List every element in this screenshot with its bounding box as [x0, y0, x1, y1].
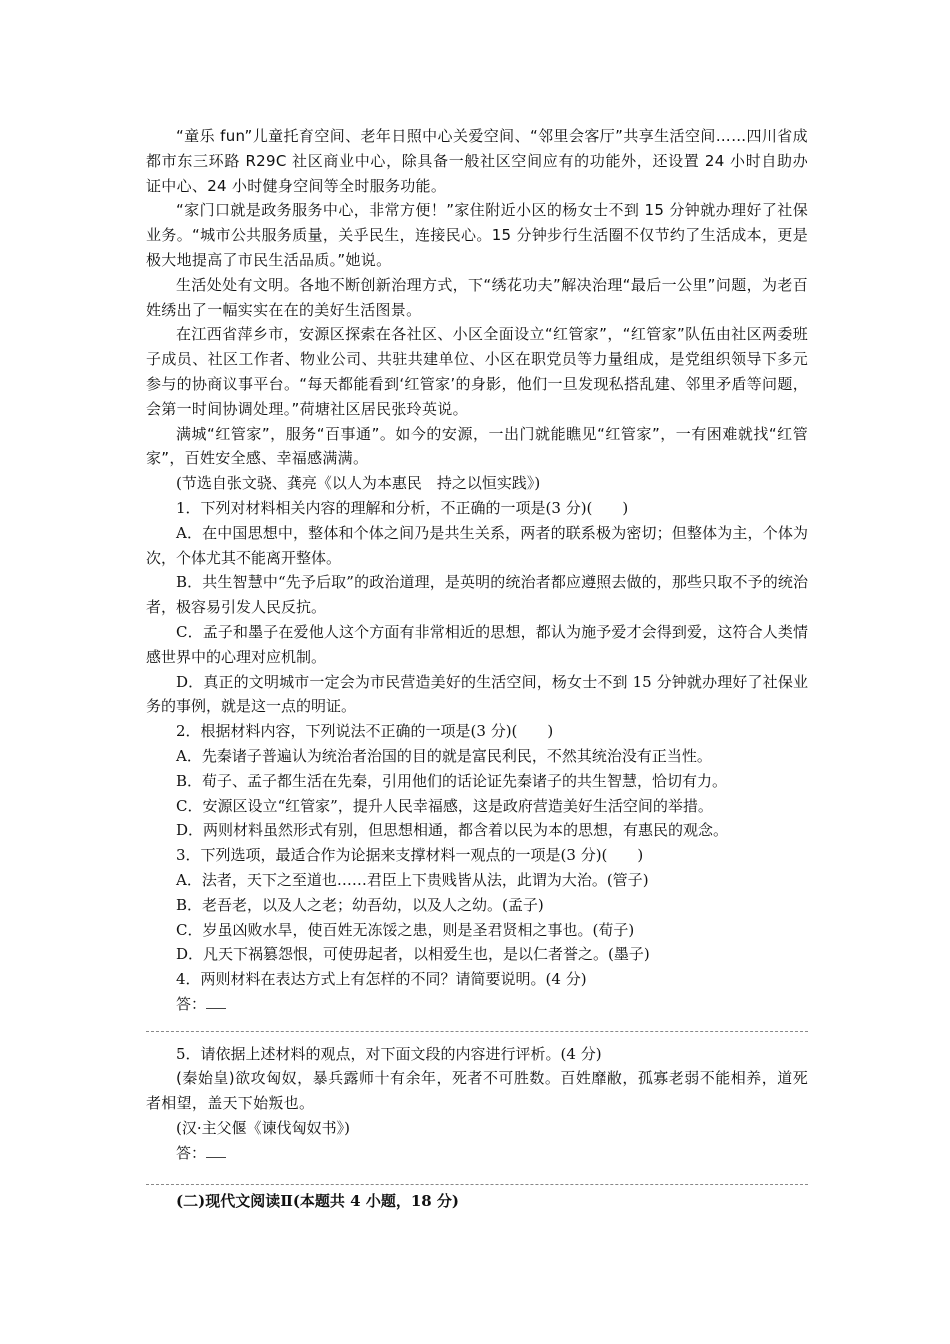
- question-1-stem: 1．下列对材料相关内容的理解和分析，不正确的一项是(3 分)( ): [176, 498, 629, 517]
- question-3-option-d: D．凡天下祸篡怨恨，可使毋起者，以相爱生也，是以仁者誉之。(墨子): [176, 945, 650, 964]
- question-2-stem: 2．根据材料内容，下列说法不正确的一项是(3 分)( ): [176, 722, 554, 741]
- question-2-option-a: A．先秦诸子普遍认为统治者治国的目的就是富民利民，不然其统治没有正当性。: [176, 746, 712, 765]
- answer-blank[interactable]: [206, 1143, 226, 1158]
- question-3-option-a: A．法者，天下之至道也……君臣上下贵贱皆从法，此谓为大治。(管子): [176, 870, 649, 889]
- answer-divider: [146, 1031, 808, 1032]
- passage-paragraph-5: 满城“红管家”，服务“百事通”。如今的安源，一出门就能瞧见“红管家”，一有困难就找“红管家”，百姓安全感、幸福感满满。: [146, 424, 808, 468]
- question-3-stem: 3．下列选项，最适合作为论据来支撑材料一观点的一项是(3 分)( ): [176, 846, 644, 865]
- question-4-stem: 4．两则材料在表达方式上有怎样的不同？请简要说明。(4 分): [176, 970, 587, 989]
- section-heading: (二)现代文阅读Ⅱ(本题共 4 小题，18 分): [176, 1191, 460, 1210]
- passage-paragraph-2: “家门口就是政务服务中心，非常方便！”家住附近小区的杨女士不到 15 分钟就办理好了社保业务。“城市公共服务质量，关乎民生，连接民心。15 分钟步行生活圈不仅节约了生活成本，更是极大地提高了市民生活品质。”她说。: [146, 201, 808, 269]
- question-5-stem: 5．请依据上述材料的观点，对下面文段的内容进行评析。(4 分): [176, 1044, 602, 1063]
- question-3-option-b: B．老吾老，以及人之老；幼吾幼，以及人之幼。(孟子): [176, 895, 544, 914]
- passage-paragraph-4: 在江西省萍乡市，安源区探索在各社区、小区全面设立“红管家”，“红管家”队伍由社区两委班子成员、社区工作者、物业公司、共驻共建单位、小区在职党员等力量组成，是党组织领导下多元参与的协商议事平台。“每天都能看到‘红管家’的身影，他们一旦发现私搭乱建、邻里矛盾等问题，会第一时间协调处理。”荷塘社区居民张玲英说。: [146, 325, 808, 418]
- question-5-quote-source: (汉·主父偃《谏伐匈奴书》): [176, 1119, 350, 1138]
- question-3-option-c: C．岁虽凶败水旱，使百姓无冻馁之患，则是圣君贤相之事也。(荀子): [176, 920, 635, 939]
- question-2-option-c: C．安源区设立“红管家”，提升人民幸福感，这是政府营造美好生活空间的举措。: [176, 796, 713, 815]
- question-5-answer-line: [146, 1141, 808, 1166]
- question-2-option-d: D．两则材料虽然形式有别，但思想相通，都含着以民为本的思想，有惠民的观念。: [176, 821, 729, 840]
- question-4-answer-line: [146, 992, 808, 1017]
- answer-divider: [146, 1184, 808, 1185]
- question-1-option-b: B．共生智慧中“先予后取”的政治道理，是英明的统治者都应遵照去做的，那些只取不予的统治者，极容易引发人民反抗。: [146, 573, 808, 617]
- question-1-option-a: A．在中国思想中，整体和个体之间乃是共生关系，两者的联系极为密切；但整体为主，个体为次，个体尤其不能离开整体。: [146, 523, 808, 567]
- answer-label: 答：: [176, 994, 207, 1013]
- passage-paragraph-3: 生活处处有文明。各地不断创新治理方式，下“绣花功夫”解决治理“最后一公里”问题，为老百姓绣出了一幅实实在在的美好生活图景。: [146, 275, 808, 319]
- question-2-option-b: B．荀子、孟子都生活在先秦，引用他们的话论证先秦诸子的共生智慧，恰切有力。: [176, 771, 728, 790]
- passage-paragraph-1: “童乐 fun”儿童托育空间、老年日照中心关爱空间、“邻里会客厅”共享生活空间……四川省成都市东三环路 R29C 社区商业中心，除具备一般社区空间应有的功能外，还设置 24 小时自助办证中心、24 小时健身空间等全时服务功能。: [146, 127, 808, 195]
- question-1-option-d: D．真正的文明城市一定会为市民营造美好的生活空间，杨女士不到 15 分钟就办理好了社保业务的事例，就是这一点的明证。: [146, 672, 808, 716]
- passage-source: (节选自张文骁、龚亮《以人为本惠民 持之以恒实践》): [176, 474, 541, 493]
- answer-label: 答：: [176, 1143, 207, 1162]
- exam-page: [146, 124, 808, 1213]
- question-1-option-c: C．孟子和墨子在爱他人这个方面有非常相近的思想，都认为施予爱才会得到爱，这符合人类情感世界中的心理对应机制。: [146, 622, 808, 666]
- question-5-quote: (秦始皇)欲攻匈奴，暴兵露师十有余年，死者不可胜数。百姓靡敝，孤寡老弱不能相养，道死者相望，盖天下始叛也。: [146, 1069, 808, 1113]
- answer-blank[interactable]: [206, 994, 226, 1009]
